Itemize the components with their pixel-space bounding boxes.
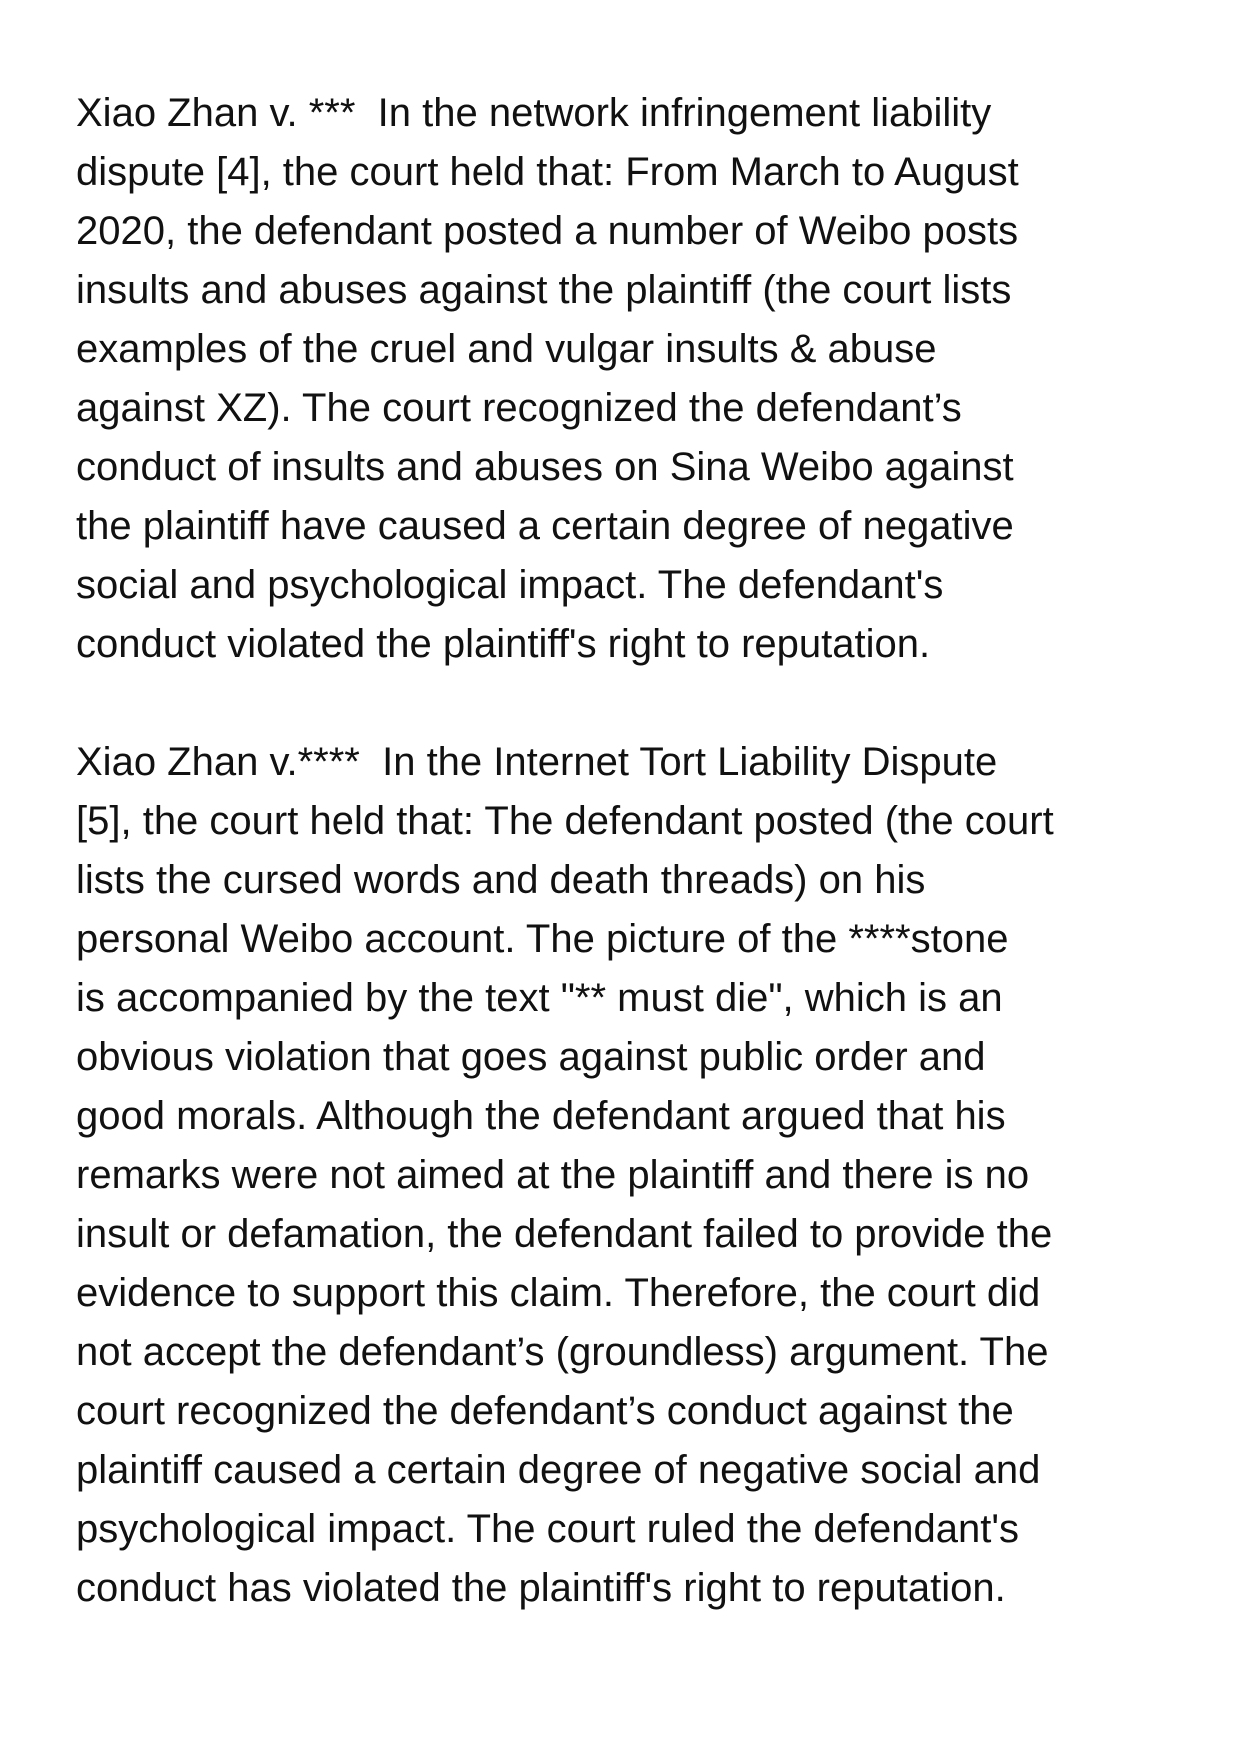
text-line: good morals. Although the defendant argued that his (76, 1094, 1006, 1138)
text-line: Xiao Zhan v.**** In the Internet Tort Liability Dispute (76, 740, 998, 784)
text-line: is accompanied by the text "** must die", which is an (76, 976, 1003, 1020)
text-line: remarks were not aimed at the plaintiff and there is no (76, 1153, 1030, 1197)
text-line: psychological impact. The court ruled the defendant's (76, 1507, 1020, 1551)
document-body (76, 84, 1196, 1677)
text-line: evidence to support this claim. Therefore, the court did (76, 1271, 1041, 1315)
text-line: conduct has violated the plaintiff's right to reputation. (76, 1566, 1006, 1610)
paragraph-case-2 (76, 733, 1196, 1618)
text-line: not accept the defendant’s (groundless) argument. The (76, 1330, 1049, 1374)
text-line: conduct of insults and abuses on Sina Weibo against (76, 445, 1014, 489)
text-line: insult or defamation, the defendant failed to provide the (76, 1212, 1053, 1256)
text-line: social and psychological impact. The defendant's (76, 563, 944, 607)
text-line: court recognized the defendant’s conduct against the (76, 1389, 1014, 1433)
text-line: personal Weibo account. The picture of the ****stone (76, 917, 1009, 961)
text-line: the plaintiff have caused a certain degree of negative (76, 504, 1014, 548)
text-line: against XZ). The court recognized the defendant’s (76, 386, 962, 430)
text-line: insults and abuses against the plaintiff (the court lists (76, 268, 1012, 312)
text-line: lists the cursed words and death threads) on his (76, 858, 926, 902)
text-line: plaintiff caused a certain degree of negative social and (76, 1448, 1041, 1492)
text-line: obvious violation that goes against public order and (76, 1035, 986, 1079)
paragraph-case-1 (76, 84, 1196, 674)
text-line: Xiao Zhan v. *** In the network infringement liability (76, 91, 992, 135)
text-line: [5], the court held that: The defendant posted (the court (76, 799, 1054, 843)
text-line: 2020, the defendant posted a number of Weibo posts (76, 209, 1019, 253)
text-line: dispute [4], the court held that: From March to August (76, 150, 1019, 194)
text-line: conduct violated the plaintiff's right to reputation. (76, 622, 931, 666)
text-line: examples of the cruel and vulgar insults & abuse (76, 327, 937, 371)
